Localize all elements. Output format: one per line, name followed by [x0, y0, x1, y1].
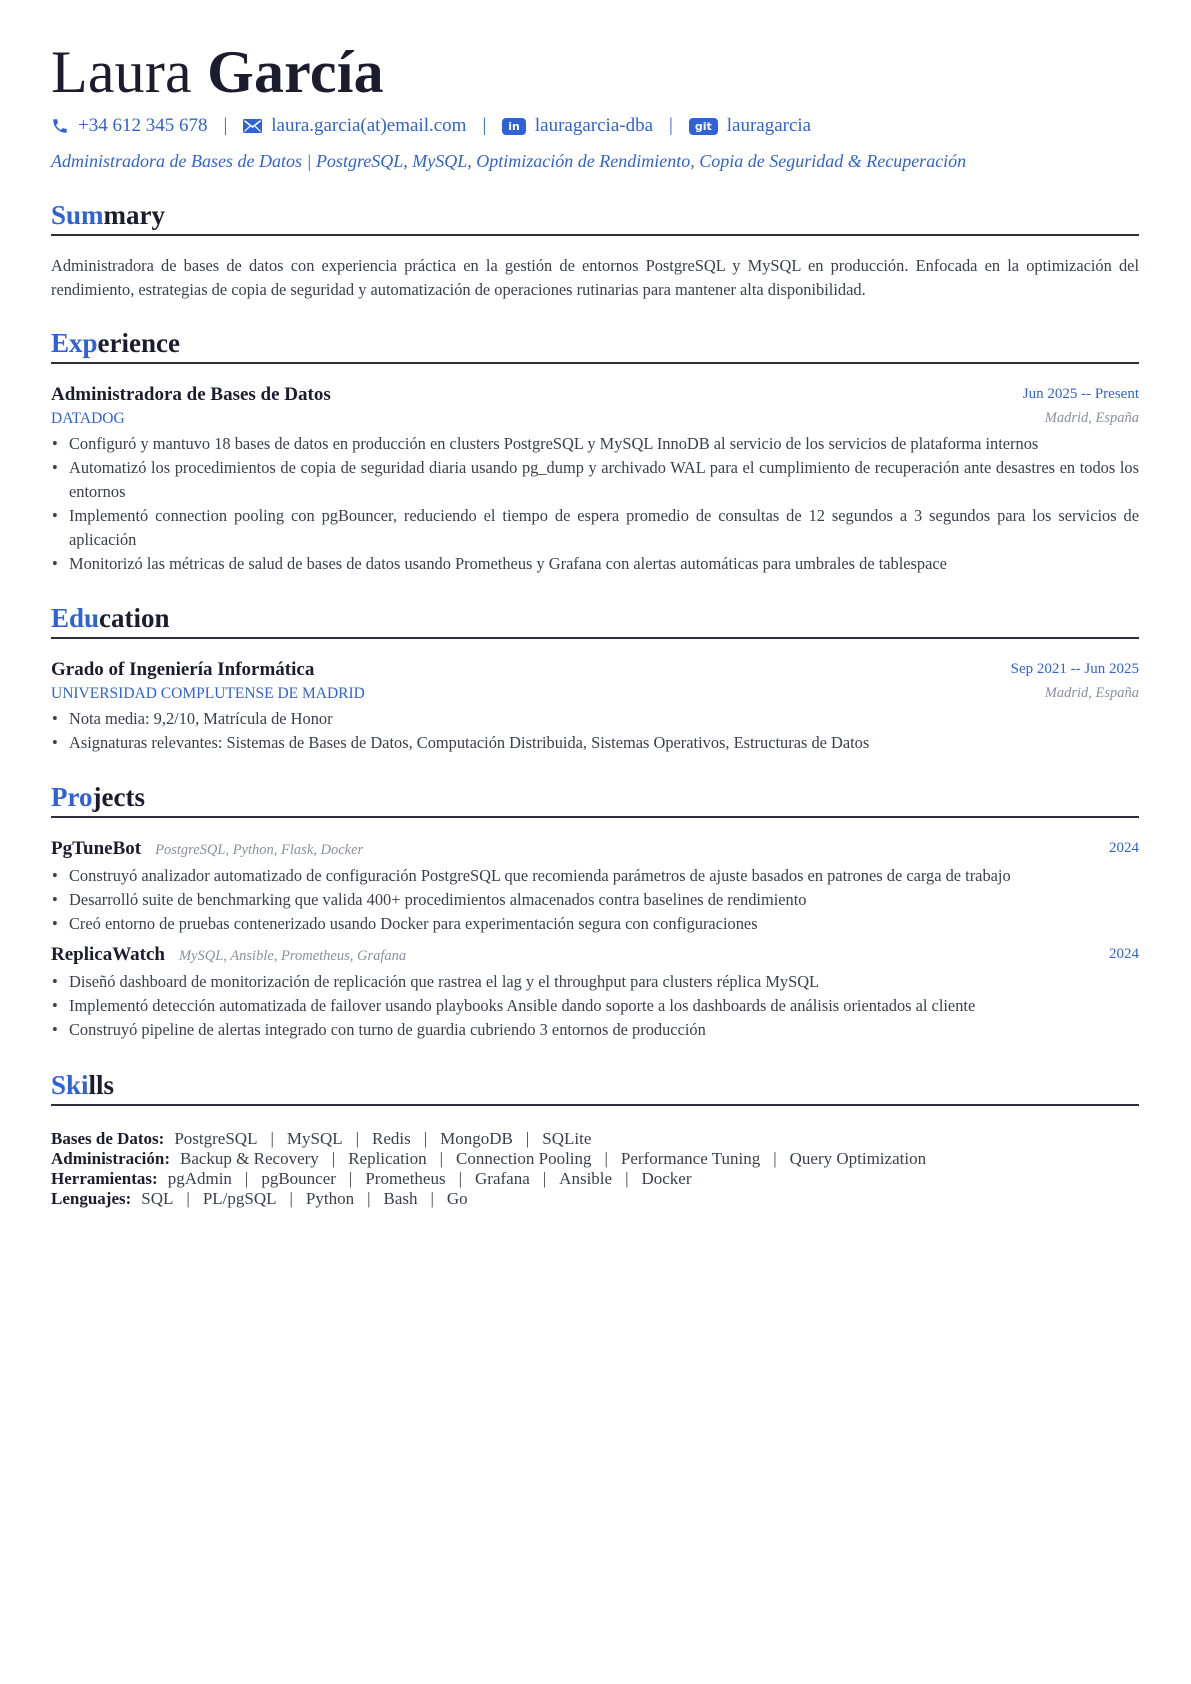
skill-item: SQLite: [542, 1129, 592, 1148]
entry-subheader: [51, 683, 1139, 705]
skill-item: Grafana: [475, 1169, 530, 1188]
last-name: García: [207, 39, 384, 105]
title-accent: Exp: [51, 328, 98, 358]
degree-title: Grado of Ingeniería Informática: [51, 659, 315, 680]
candidate-name: [51, 36, 384, 108]
skill-item: MongoDB: [440, 1129, 513, 1148]
email-link[interactable]: laura.garcia(at)email.com: [271, 115, 467, 136]
phone-icon: [51, 117, 69, 135]
section-divider: [51, 1104, 1139, 1106]
project-name: ReplicaWatch MySQL, Ansible, Prometheus, Grafana: [51, 944, 407, 965]
skill-item: Performance Tuning: [620, 1149, 761, 1168]
github-link[interactable]: lauragarcia: [726, 115, 812, 136]
job-location: Madrid, España: [1044, 410, 1139, 426]
skill-item: pgBouncer: [261, 1169, 336, 1188]
experience-section: [51, 326, 1139, 576]
project-header: [51, 944, 1139, 968]
list-item: • Creó entorno de pruebas contenerizado usando Docker para experimentación segura con configuraciones: [52, 914, 758, 933]
skill-item: SQL: [141, 1189, 174, 1208]
skill-separator: |: [625, 1169, 629, 1188]
skill-item: Ansible: [559, 1169, 613, 1188]
skill-separator: |: [331, 1149, 336, 1168]
project-name: PgTuneBot PostgreSQL, Python, Flask, Docker: [51, 838, 364, 859]
git-badge: git: [689, 118, 718, 135]
skill-separator: |: [604, 1149, 608, 1168]
phone-link[interactable]: +34 612 345 678: [78, 115, 208, 136]
skill-category-label: Lenguajes:: [51, 1189, 132, 1208]
skill-item: Bash: [383, 1189, 418, 1208]
section-divider: [51, 362, 1139, 364]
school-name: UNIVERSIDAD COMPLUTENSE DE MADRID: [51, 685, 365, 702]
project-tech: PostgreSQL, Python, Flask, Docker: [155, 842, 364, 858]
project-year: 2024: [1109, 840, 1139, 856]
skill-item: Python: [305, 1189, 355, 1208]
education-bullets: [51, 707, 1139, 755]
skill-separator: |: [244, 1169, 249, 1188]
project-header: [51, 838, 1139, 862]
first-name: Laura: [51, 39, 192, 105]
title-rest: mary: [103, 200, 166, 230]
education-entry: [51, 659, 1139, 755]
job-dates: Jun 2025 -- Present: [1022, 386, 1139, 402]
skill-separator: |: [355, 1129, 360, 1148]
title-accent: Ski: [51, 1070, 89, 1100]
project-year: 2024: [1109, 946, 1139, 962]
skill-row: [51, 1169, 1139, 1189]
skill-separator: |: [773, 1149, 777, 1168]
skill-item: PostgreSQL: [174, 1129, 258, 1148]
skill-separator: |: [423, 1129, 428, 1148]
list-item: • Asignaturas relevantes: Sistemas de Bases de Datos, Computación Distribuida, Sistemas Operativos, Estructuras de Datos: [52, 733, 870, 752]
contact-separator: |: [223, 115, 228, 136]
entry-subheader: [51, 408, 1139, 430]
project-bullets: [51, 864, 1139, 936]
project-entry: [51, 838, 1139, 936]
skills-list: [51, 1129, 1139, 1209]
project-tech: MySQL, Ansible, Prometheus, Grafana: [179, 948, 407, 964]
linkedin-link[interactable]: lauragarcia-dba: [534, 115, 654, 136]
section-title-projects: [51, 780, 1139, 814]
skill-row: [51, 1129, 1139, 1149]
skill-separator: |: [289, 1189, 293, 1208]
job-bullets: [51, 432, 1139, 576]
summary-section: [51, 198, 1139, 302]
entry-header: [51, 384, 1139, 408]
section-divider: [51, 234, 1139, 236]
skill-item: Backup & Recovery: [180, 1149, 319, 1168]
summary-text: Administradora de bases de datos con experiencia práctica en la gestión de entornos PostgreSQL y MySQL en producción. Enfocada en la optimización del rendimiento, estrategias de copia de seguridad y automatización de operaciones rutinarias para mantener alta disponibilidad.: [51, 256, 1139, 299]
list-item: • Monitorizó las métricas de salud de bases de datos usando Prometheus y Grafana con alertas automáticas para umbrales de tablespace: [52, 554, 947, 573]
skill-separator: |: [186, 1189, 190, 1208]
title-rest: jects: [92, 782, 145, 812]
list-item: • Construyó pipeline de alertas integrado con turno de guardia cubriendo 3 entornos de producción: [52, 1020, 706, 1039]
list-item: • Diseñó dashboard de monitorización de replicación que rastrea el lag y el throughput para clusters réplica MySQL: [52, 972, 820, 991]
company-name: DATADOG: [51, 410, 125, 427]
skill-item: Replication: [348, 1149, 427, 1168]
skill-separator: |: [348, 1169, 353, 1188]
list-item: • Desarrolló suite de benchmarking que valida 400+ procedimientos almacenados contra baselines de rendimiento: [52, 890, 807, 909]
experience-entry: [51, 384, 1139, 576]
skill-category-label: Administración:: [51, 1149, 170, 1168]
title-rest: cation: [99, 603, 170, 633]
envelope-icon: [243, 119, 262, 133]
linkedin-icon: [502, 118, 526, 135]
job-title: Administradora de Bases de Datos: [51, 384, 331, 405]
title-accent: Edu: [51, 603, 100, 633]
skill-separator: |: [270, 1129, 274, 1148]
skill-separator: |: [367, 1189, 371, 1208]
section-title-skills: [51, 1068, 1139, 1102]
skill-item: Redis: [372, 1129, 411, 1148]
skills-section: [51, 1068, 1139, 1209]
skill-separator: |: [430, 1189, 434, 1208]
title-accent: Pro: [51, 782, 93, 812]
section-divider: [51, 637, 1139, 639]
skill-item: PL/pgSQL: [202, 1189, 277, 1208]
section-title-experience: [51, 326, 1139, 360]
skill-category-label: Herramientas:: [51, 1169, 158, 1188]
skill-separator: |: [439, 1149, 443, 1168]
contact-separator: |: [482, 115, 487, 136]
linkedin-badge: in: [502, 118, 526, 135]
section-divider: [51, 816, 1139, 818]
title-rest: erience: [97, 328, 180, 358]
list-item: • Construyó analizador automatizado de configuración PostgreSQL que recomienda parámetros de ajuste basados en patrones de carga de trabajo: [52, 866, 1011, 885]
list-item: • Automatizó los procedimientos de copia de seguridad diaria usando pg_dump y archivado WAL para el cumplimiento de recuperación ante desastres en todos los entornos: [52, 458, 1139, 501]
skill-row: [51, 1189, 1139, 1209]
skill-row: [51, 1149, 1139, 1169]
skill-item: Query Optimization: [789, 1149, 927, 1168]
education-section: [51, 601, 1139, 755]
degree-dates: Sep 2021 -- Jun 2025: [1010, 661, 1139, 677]
section-title-summary: [51, 198, 1139, 232]
projects-section: [51, 780, 1139, 1042]
skill-separator: |: [525, 1129, 530, 1148]
contact-separator: |: [669, 115, 673, 136]
title-rest: lls: [88, 1070, 115, 1100]
entry-header: [51, 659, 1139, 683]
school-location: Madrid, España: [1044, 685, 1139, 701]
git-icon: [689, 118, 718, 135]
skill-item: Docker: [641, 1169, 692, 1188]
skill-item: Prometheus: [365, 1169, 446, 1188]
list-item: • Nota media: 9,2/10, Matrícula de Honor: [52, 709, 333, 728]
skill-item: pgAdmin: [167, 1169, 232, 1188]
skill-category-label: Bases de Datos:: [51, 1129, 165, 1148]
skill-separator: |: [458, 1169, 463, 1188]
list-item: • Implementó connection pooling con pgBouncer, reduciendo el tiempo de espera promedio de consultas de 12 segundos a 3 segundos para los servicios de aplicación: [52, 506, 1139, 549]
skill-item: MySQL: [286, 1129, 343, 1148]
skill-item: Go: [446, 1189, 468, 1208]
contact-bar: [51, 112, 811, 140]
list-item: • Implementó detección automatizada de failover usando playbooks Ansible dando soporte a los dashboards de análisis orientados al cliente: [52, 996, 976, 1015]
section-title-education: [51, 601, 1139, 635]
list-item: • Configuró y mantuvo 18 bases de datos en producción en clusters PostgreSQL y MySQL InnoDB al servicio de los servicios de plataforma internos: [52, 434, 1039, 453]
skill-item: Connection Pooling: [455, 1149, 592, 1168]
professional-tagline: Administradora de Bases de Datos | PostgreSQL, MySQL, Optimización de Rendimiento, Copia de Seguridad & Recuperación: [51, 151, 967, 171]
skill-separator: |: [542, 1169, 547, 1188]
project-entry: [51, 944, 1139, 1042]
project-bullets: [51, 970, 1139, 1042]
title-accent: Sum: [51, 200, 104, 230]
